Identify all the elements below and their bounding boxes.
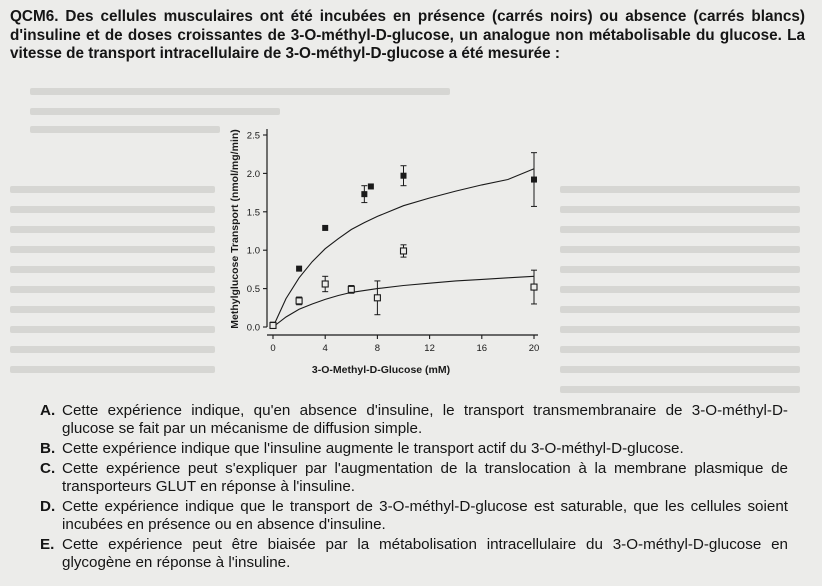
y-tick-label: 1.0 <box>246 245 260 257</box>
answer-letter: A. <box>40 402 56 419</box>
y-tick-label: 2.0 <box>246 168 260 180</box>
answer-letter: D. <box>40 498 56 515</box>
x-tick-label: 0 <box>270 343 276 354</box>
y-tick-label: 1.5 <box>246 207 260 219</box>
transport-chart <box>222 103 552 383</box>
answer-text: Cette expérience indique que le transport de 3-O-méthyl-D-glucose est saturable, que les cellules soient incubées en présence ou en absence d'insuline. <box>62 498 788 533</box>
answer-text: Cette expérience peut s'expliquer par l'augmentation de la translocation à la membrane plasmique de transporteurs GLUT en réponse à l'insuline. <box>62 460 788 495</box>
open-square-marker <box>270 322 276 328</box>
x-axis-label: 3-O-Methyl-D-Glucose (mM) <box>311 364 451 376</box>
x-tick-label: 20 <box>528 343 540 354</box>
x-tick-label: 4 <box>322 343 328 354</box>
open-square-marker <box>531 284 537 290</box>
y-tick-label: 0.5 <box>246 284 260 296</box>
filled-square-marker <box>531 177 537 183</box>
open-square-marker <box>322 281 328 287</box>
open-square-marker <box>348 286 354 292</box>
filled-square-marker <box>401 173 407 179</box>
answer-letter: E. <box>40 536 55 553</box>
answer-list <box>40 402 788 574</box>
open-square-marker <box>296 298 302 304</box>
answer-e <box>40 536 788 572</box>
answer-letter: C. <box>40 460 56 477</box>
open-square-marker <box>374 295 380 301</box>
y-tick-label: 2.5 <box>246 130 260 142</box>
answer-text: Cette expérience indique, qu'en absence d'insuline, le transport transmembranaire de 3-O-méthyl-D-glucose se fait par un mécanisme de diffusion simple. <box>62 402 788 437</box>
question-text: QCM6. Des cellules musculaires ont été incubées en présence (carrés noirs) ou absence (carrés blancs) d'insuline et de doses croissantes de 3-O-méthyl-D-glucose, un analogue non métabolisable du glucose. La vitesse de transport intracellulaire de 3-O-méthyl-D-glucose a été mesurée : <box>10 8 805 62</box>
answer-text: Cette expérience indique que l'insuline augmente le transport actif du 3-O-méthyl-D-glucose. <box>62 440 684 457</box>
x-tick-label: 8 <box>374 343 381 354</box>
chart-svg <box>222 103 552 383</box>
error-bars <box>296 153 537 315</box>
chart-axes <box>247 129 540 354</box>
x-tick-label: 12 <box>424 343 435 354</box>
answer-b <box>40 440 788 458</box>
open-square-marker <box>401 248 407 254</box>
answer-a <box>40 402 788 438</box>
answer-d <box>40 498 788 534</box>
filled-square-marker <box>296 266 302 272</box>
x-tick-label: 16 <box>476 343 488 354</box>
y-axis-label: Methylglucose Transport (nmol/mg/min) <box>229 129 241 329</box>
answer-letter: B. <box>40 440 56 457</box>
fit-curve-2 <box>273 276 534 327</box>
filled-square-marker <box>368 183 374 189</box>
answer-c <box>40 460 788 496</box>
filled-square-marker <box>361 191 367 197</box>
y-tick-label: 0.0 <box>246 322 260 334</box>
filled-square-marker <box>322 225 328 231</box>
answer-text: Cette expérience peut être biaisée par la métabolisation intracellulaire du 3-O-méthyl-D-glucose en glycogène en réponse à l'insuline. <box>62 536 788 571</box>
